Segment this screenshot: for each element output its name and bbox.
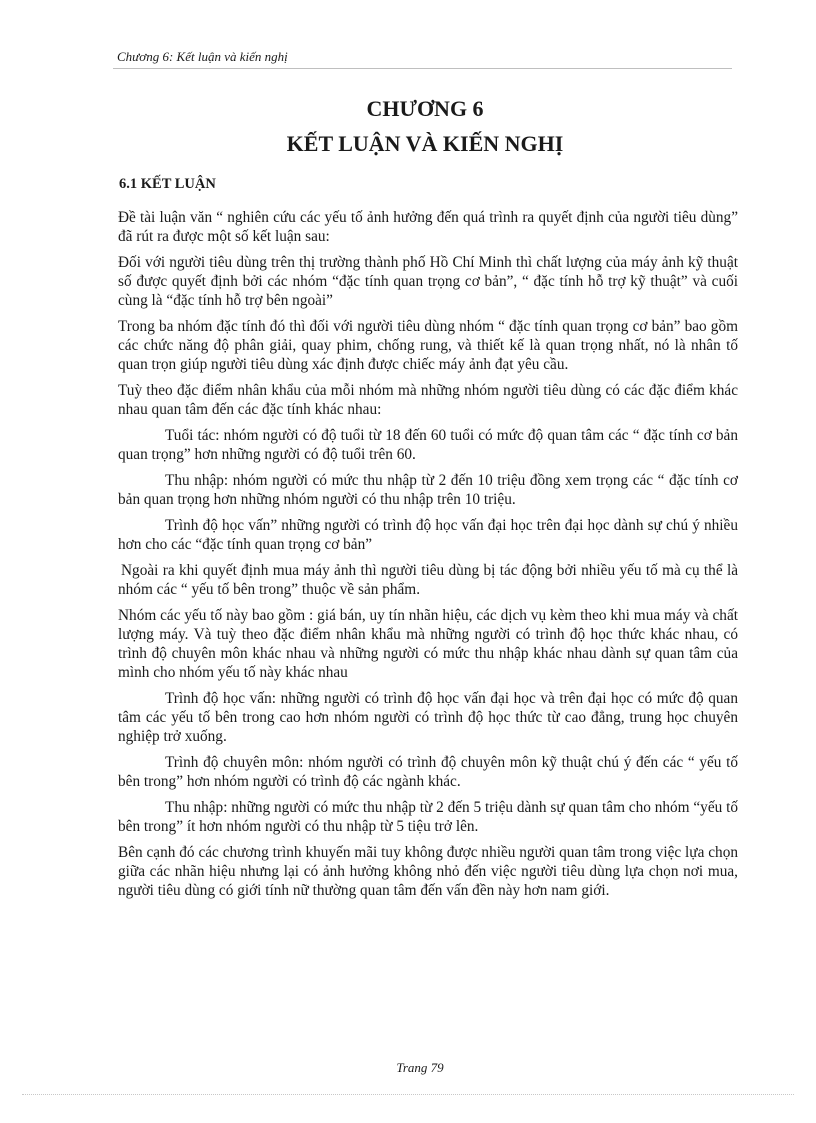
running-header: Chương 6: Kết luận và kiến nghị [117, 49, 288, 64]
body-text [118, 208, 738, 907]
paragraph-education: Trình độ học vấn” những người có trình độ học vấn đại học trên đại học dành sự chú ý nhiều hơn cho các “đặc tính quan trọng cơ bản” [118, 517, 738, 553]
paragraph-expertise: Trình độ chuyên môn: nhóm người có trình độ chuyên môn kỹ thuật chú ý đến các “ yếu tố bên trong” hơn nhóm người có trình độ các ngành khác. [118, 754, 738, 790]
paragraph-intro: Đề tài luận văn “ nghiên cứu các yếu tố ảnh hưởng đến quá trình ra quyết định của người tiêu dùng” đã rút ra được một số kết luận sau: [118, 209, 738, 245]
paragraph-education-level: Trình độ học vấn: những người có trình độ học vấn đại học và trên đại học có mức độ quan tâm các yếu tố bên trong cao hơn nhóm người có trình độ học thức từ cao đẳng, trung học chuyên nghiệp trở xuống. [118, 690, 738, 745]
header-divider [113, 68, 732, 69]
page-number: Trang 79 [396, 1060, 444, 1075]
paragraph-quality-groups: Đối với người tiêu dùng trên thị trường thành phố Hồ Chí Minh thì chất lượng của máy ảnh kỹ thuật số được quyết định bởi các nhóm “đặc tính quan trọng cơ bản”, “ đặc tính hỗ trợ kỹ thuật” và cuối cùng là “đặc tính hỗ trợ bên ngoài” [118, 254, 738, 309]
footer-divider [22, 1094, 794, 1095]
chapter-title: KẾT LUẬN VÀ KIẾN NGHỊ [286, 131, 564, 156]
section-heading: 6.1 KẾT LUẬN [119, 176, 216, 192]
paragraph-promotions: Bên cạnh đó các chương trình khuyến mãi tuy không được nhiều người quan tâm trong việc lựa chọn giữa các nhãn hiệu nhưng lại có ảnh hưởng không nhỏ đến việc người tiêu dùng lựa chọn nơi mua, người tiêu dùng có giới tính nữ thường quan tâm đến vấn đền này hơn nam giới. [118, 844, 738, 899]
paragraph-factor-group: Nhóm các yếu tố này bao gồm : giá bán, uy tín nhãn hiệu, các dịch vụ kèm theo khi mua máy và chất lượng máy. Và tuỳ theo đặc điểm nhân khẩu mà những người có trình độ học thức khác nhau, có trình độ chuyên môn khác nhau và những người có mức thu nhập khác nhau dành sự quan tâm của mình cho nhóm yếu tố này khác nhau [118, 607, 738, 681]
paragraph-core-features: Trong ba nhóm đặc tính đó thì đối với người tiêu dùng nhóm “ đặc tính quan trọng cơ bản” bao gồm các chức năng độ phân giải, quay phim, chống rung, và thiết kế là quan trọng nhất, nó là nhân tố quan trọn giúp người tiêu dùng xác định được chiếc máy ảnh đạt yêu cầu. [118, 318, 738, 373]
paragraph-demographics: Tuỳ theo đặc điểm nhân khẩu của mỗi nhóm mà những nhóm người tiêu dùng có các đặc điểm khác nhau quan tâm đến các đặc tính khác nhau: [118, 382, 738, 418]
paragraph-internal-factors: Ngoài ra khi quyết định mua máy ảnh thì người tiêu dùng bị tác động bởi nhiều yếu tố mà cụ thể là nhóm các “ yếu tố bên trong” thuộc về sản phẩm. [118, 562, 738, 598]
paragraph-income-level: Thu nhập: những người có mức thu nhập từ 2 đến 5 triệu dành sự quan tâm cho nhóm “yếu tố bên trong” ít hơn nhóm người có thu nhập từ 5 tiệu trở lên. [118, 799, 738, 835]
paragraph-income: Thu nhập: nhóm người có mức thu nhập từ 2 đến 10 triệu đồng xem trọng các “ đặc tính cơ bản quan trọng hơn những nhóm người có thu nhập trên 10 triệu. [118, 472, 738, 508]
chapter-number: CHƯƠNG 6 [366, 96, 484, 121]
paragraph-age: Tuổi tác: nhóm người có độ tuổi từ 18 đến 60 tuổi có mức độ quan tâm các “ đặc tính cơ bản quan trọng” hơn những người có độ tuổi trên 60. [118, 427, 738, 463]
